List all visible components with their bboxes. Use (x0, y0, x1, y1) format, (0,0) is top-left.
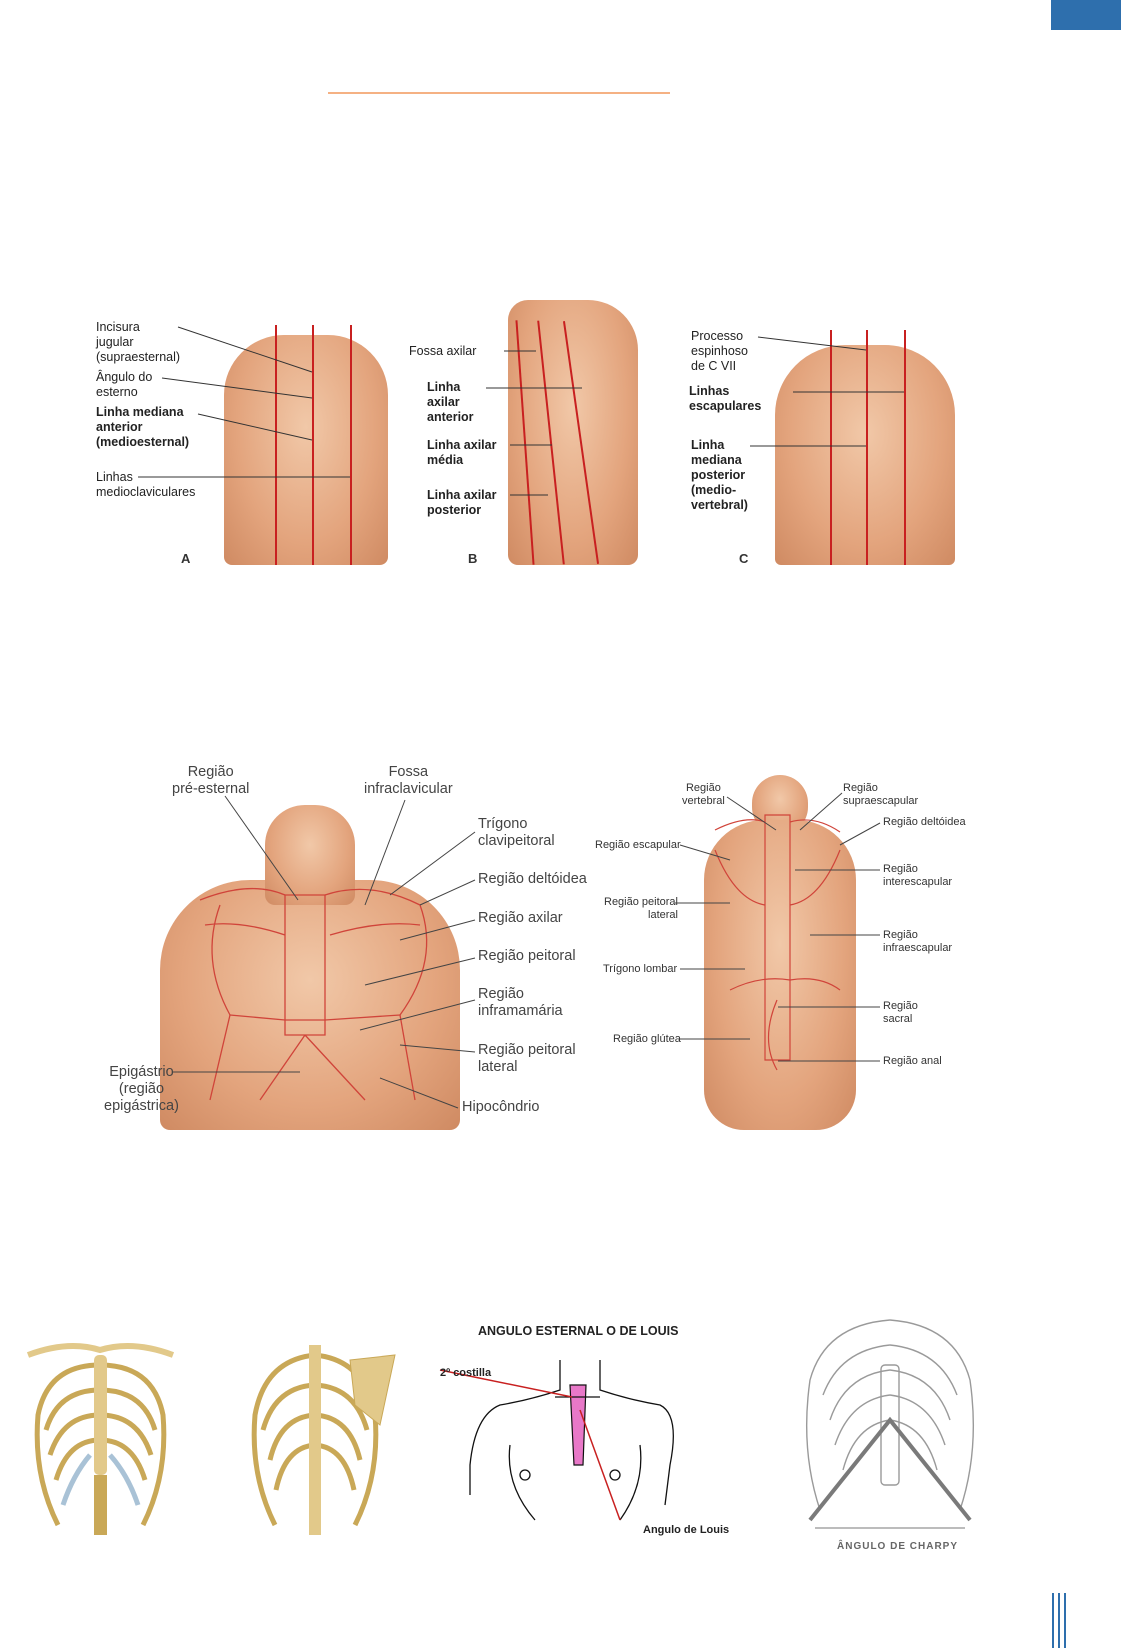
panel-letter-c: C (739, 551, 749, 566)
label-fossa-infraclavicular: Fossa infraclavicular (364, 764, 453, 797)
label-regiao-inframamaria: Região inframamária (478, 986, 563, 1019)
label-regiao-sacral: Região sacral (883, 1000, 918, 1025)
label-incisura-jugular: Incisura jugular (supraesternal) (96, 320, 181, 364)
page-marker-bar-2 (1058, 1593, 1060, 1648)
label-regiao-axilar: Região axilar (478, 910, 563, 926)
label-linha-mediana-posterior: Linha mediana posterior (medio- vertebral) (691, 438, 748, 512)
label-regiao-escapular: Região escapular (595, 839, 681, 851)
label-angulo-de-charpy: ÂNGULO DE CHARPY (837, 1541, 959, 1552)
label-regiao-glutea: Região glútea (613, 1033, 681, 1045)
label-epigastrio: Epigástrio (região epigástrica) (104, 1064, 179, 1114)
label-regiao-interescapular: Região interescapular (883, 863, 953, 888)
page-marker-bar-1 (1052, 1593, 1054, 1648)
label-regiao-anal: Região anal (883, 1055, 942, 1067)
rib-cage-charpy-illustration (785, 1310, 995, 1535)
panel-letter-a: A (181, 551, 191, 566)
label-regiao-peitoral: Região peitoral (478, 948, 576, 964)
label-regiao-deltoidea-front: Região deltóidea (478, 871, 587, 887)
label-linhas-medioclaviculares: Linhas medioclaviculares (96, 470, 196, 499)
label-linhas-escapulares: Linhas escapulares (689, 384, 762, 413)
rib-cage-anterior-illustration (8, 1335, 193, 1535)
label-regiao-vertebral: Região vertebral (682, 782, 725, 807)
label-regiao-peitoral-lateral-back: Região peitoral lateral (604, 896, 678, 921)
louis-title: ANGULO ESTERNAL O DE LOUIS (478, 1324, 679, 1338)
label-regiao-deltoidea-back: Região deltóidea (883, 816, 966, 828)
label-trigono-lombar: Trígono lombar (603, 963, 678, 975)
label-fossa-axilar: Fossa axilar (409, 344, 477, 358)
rib-cage-posterior-illustration (230, 1335, 410, 1535)
label-regiao-supraescapular: Região supraescapular (843, 782, 919, 807)
label-2-costilla: 2º costilla (440, 1367, 492, 1379)
label-trigono-clavipeitoral: Trígono clavipeitoral (478, 816, 555, 849)
label-linha-axilar-posterior: Linha axilar posterior (427, 488, 497, 517)
label-linha-axilar-media: Linha axilar média (427, 438, 497, 467)
label-linha-mediana-anterior: Linha mediana anterior (medioesternal) (96, 405, 190, 449)
label-angulo-de-louis: Angulo de Louis (643, 1524, 730, 1536)
page-marker-bar-3 (1064, 1593, 1066, 1648)
panel-letter-b: B (468, 551, 478, 566)
label-processo-espinhoso: Processo espinhoso de C VII (691, 329, 748, 373)
label-regiao-infraescapular: Região infraescapular (883, 929, 953, 954)
label-linha-axilar-anterior: Linha axilar anterior (427, 380, 474, 424)
louis-angle-sketch (470, 1355, 685, 1535)
label-hipocondrio: Hipocôndrio (462, 1099, 540, 1115)
label-angulo-esterno: Ângulo do esterno (96, 370, 153, 399)
label-regiao-pre-esternal: Região pré-esternal (172, 764, 250, 797)
label-regiao-peitoral-lateral-front: Região peitoral lateral (478, 1042, 576, 1075)
